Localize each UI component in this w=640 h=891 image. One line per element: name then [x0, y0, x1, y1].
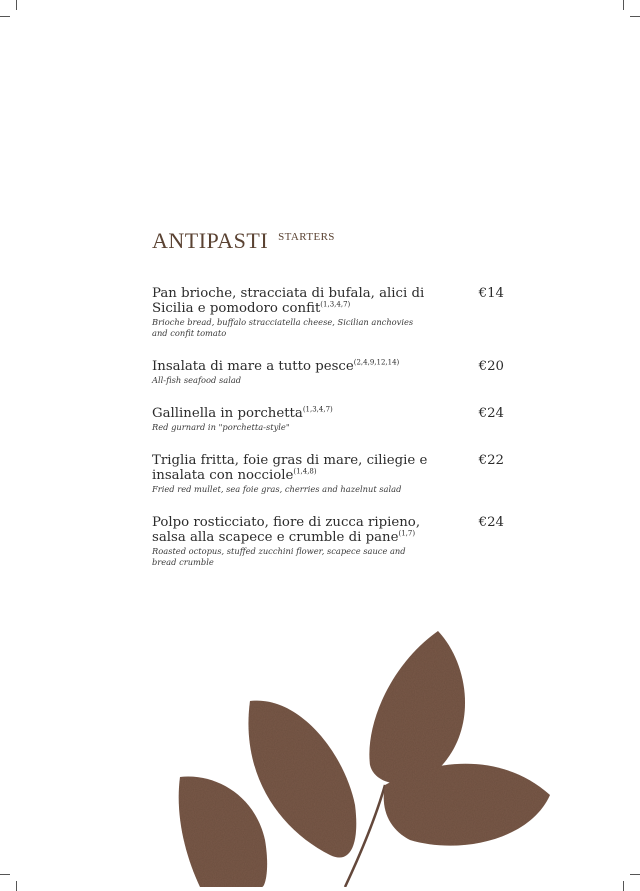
item-price: €24 [478, 515, 504, 530]
item-name: Insalata di mare a tutto pesce$^{(2,4,9,12,14)}$ [152, 358, 400, 374]
menu-item [152, 406, 504, 433]
menu-item [152, 359, 504, 386]
item-price: €24 [478, 406, 504, 421]
crop-mark [630, 874, 640, 875]
item-price: €14 [478, 286, 504, 301]
item-name: Triglia fritta, foie gras di mare, ciliegie e insalata con nocciole$^{(1,4,8)}$ [152, 453, 428, 483]
leaves-branch-icon [170, 625, 560, 887]
item-name: Gallinella in porchetta$^{(1,3,4,7)}$ [152, 405, 333, 421]
item-description: All-fish seafood salad [152, 375, 242, 385]
item-allergens: (1,3,4,7) [302, 405, 333, 414]
section-subtitle: STARTERS [278, 231, 335, 243]
item-price: €22 [478, 453, 504, 468]
menu-item [152, 286, 504, 339]
item-price: €20 [478, 359, 504, 374]
item-allergens: (2,4,9,12,14) [353, 358, 400, 367]
section-heading [152, 230, 335, 252]
crop-mark [0, 874, 10, 875]
item-description: Red gurnard in "porchetta-style" [152, 422, 290, 432]
menu-items [152, 286, 504, 568]
crop-mark [0, 16, 10, 17]
crop-mark [630, 16, 640, 17]
item-description: Roasted octopus, stuffed zucchini flower, scapece sauce and bread crumble [152, 546, 406, 567]
crop-mark [16, 0, 17, 10]
item-description: Fried red mullet, sea foie gras, cherries and hazelnut salad [152, 484, 402, 494]
crop-mark [623, 0, 624, 10]
section-title: ANTIPASTI [152, 228, 269, 253]
menu-item [152, 453, 504, 495]
item-allergens: (1,4,8) [293, 467, 317, 476]
crop-mark [16, 881, 17, 891]
item-name: Pan brioche, stracciata di bufala, alici di Sicilia e pomodoro confit$^{(1,3,4,7)}$ [152, 286, 425, 316]
crop-mark [623, 881, 624, 891]
menu-item [152, 515, 504, 568]
item-allergens: (1,3,4,7) [320, 300, 351, 309]
item-name: Polpo rosticciato, fiore di zucca ripieno, salsa alla scapece e crumble di pane$^{(1,7)}$ [152, 515, 421, 545]
item-description: Brioche bread, buffalo stracciatella cheese, Sicilian anchovies and confit tomato [152, 317, 414, 338]
item-allergens: (1,7) [398, 529, 416, 538]
